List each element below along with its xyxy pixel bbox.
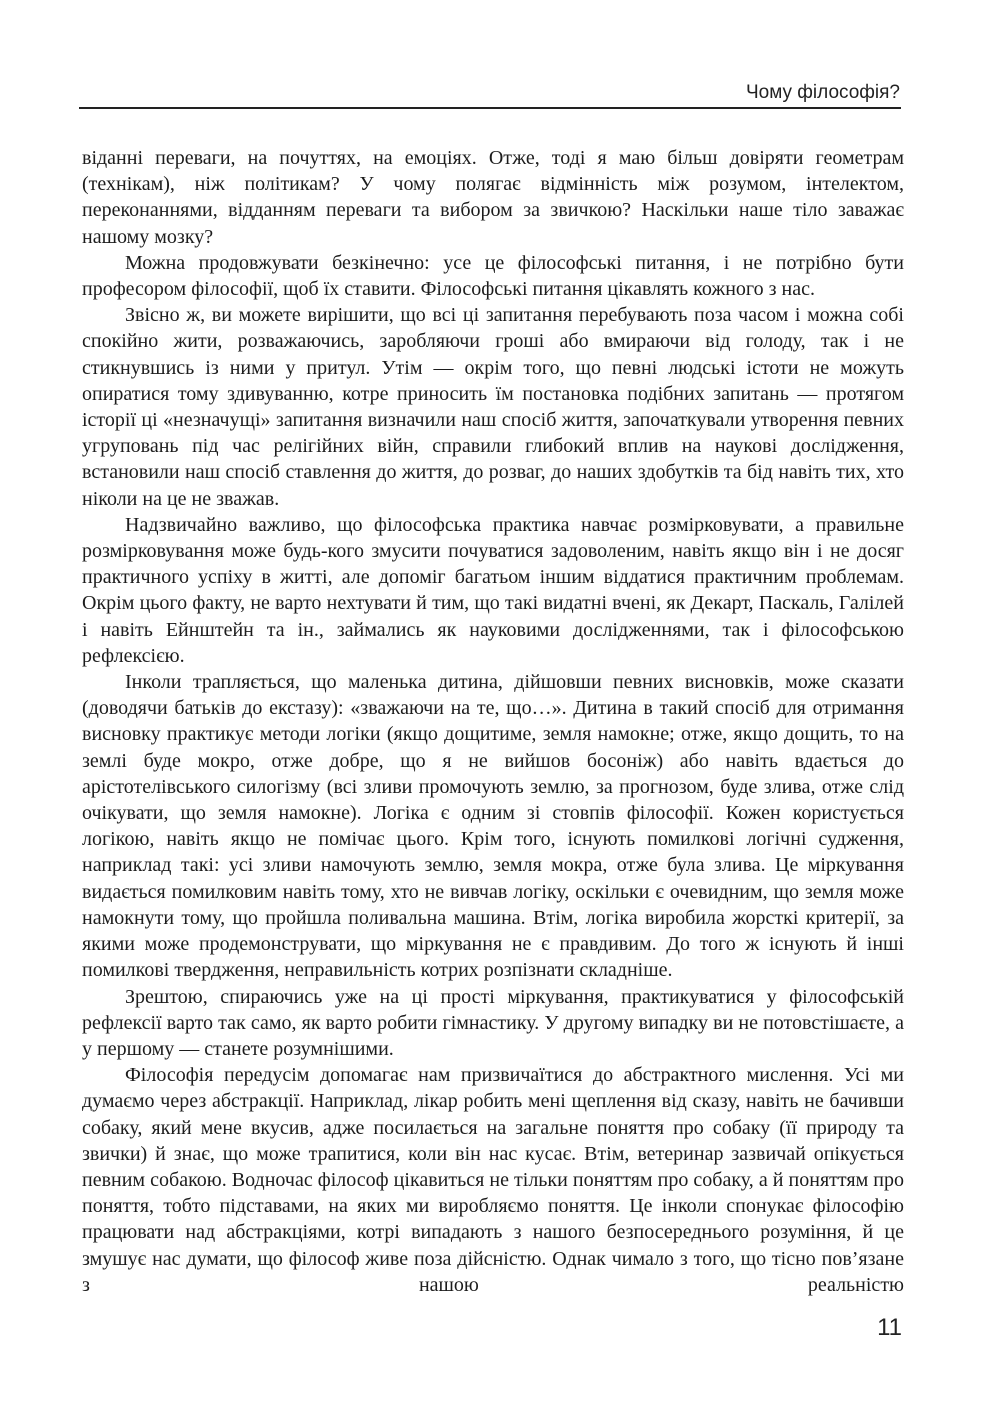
paragraph: Зрештою, спираючись уже на ці прості міркування, практикуватися у філософській рефлексії варто так само, як варто робити гімнастику. У другому випадку ви не потовстішаєте, а у першому — станете розумнішими.: [82, 985, 904, 1060]
paragraph: Інколи трапляється, що маленька дитина, дійшовши певних висновків, може сказати (доводячи батьків до екстазу): «зважаючи на те, що…». Дитина в такий спосіб для отримання висновку практикує методи логіки (якщо дощитиме, земля намокне; отже, якщо дощить, то на землі буде мокро, отже добре, що я не вийшов босоніж) або навіть вдається до арістотелівського силогізму (всі зливи промочують землю, за прогнозом, буде злива, отже слід очікувати, що земля намокне). Логіка є одним зі стовпів філософії. Кожен користується логікою, навіть якщо не помічає цього. Крім того, існують помилкові логічні судження, наприклад такі: усі зливи намочують землю, земля мокра, отже була злива. Це міркування видається помилковим навіть тому, хто не вивчав логіку, оскільки є очевидним, що земля може намокнути тому, що пройшла поливальна машина. Втім, логіка виробила жорсткі критерії, за якими може продемонструвати, що міркування не є правдивим. До того ж існують й інші помилкові твердження, неправильність котрих розпізнати складніше.: [82, 671, 904, 982]
paragraph: віданні переваги, на почуттях, на емоціях. Отже, тоді я маю більш довіряти геометрам (технікам), ніж політикам? У чому полягає відмінність між розумом, інтелектом, переконаннями, відданням переваги та вибором за звичкою? Наскільки наше тіло заважає нашому мозку?: [82, 147, 904, 248]
paragraph: Надзвичайно важливо, що філософська практика навчає розмірковувати, а правильне розмірковування може будь-кого змусити почуватися задоволеним, навіть якщо він і не досяг практичного успіху в житті, але допоміг багатьом іншим віддатися практичним проблемам. Окрім цього факту, не варто нехтувати й тим, що такі видатні вчені, як Декарт, Паскаль, Галілей і навіть Ейнштейн та ін., займались як науковими дослідженнями, так і філософською рефлексією.: [82, 513, 904, 667]
paragraph: Філософія передусім допомагає нам призвичаїтися до абстрактного мислення. Усі ми думаємо через абстракції. Наприклад, лікар робить мені щеплення від сказу, навіть не бачивши собаку, який мене вкусив, адже посилається на загальне поняття про собаку (її природу та звички) й знає, що може трапитися, коли він нас кусає. Втім, ветеринар зазвичай опікується певним собакою. Водночас філософ цікавиться не тільки поняттям про собаку, а й поняттям про поняття, тобто підставами, на яких ми виробляємо поняття. Це інколи спонукає філософію працювати над абстракціями, котрі випадають з нашого безпосереднього розуміння, й це змушує нас думати, що філософ живе поза дійсністю. Однак чимало з того, що тісно пов’язане з нашою реальністю: [82, 1064, 904, 1296]
header-rule: [79, 107, 901, 109]
page-number: 11: [877, 1314, 902, 1341]
paragraph: Звісно ж, ви можете вирішити, що всі ці запитання перебувають поза часом і можна собі спокійно жити, розважаючись, заробляючи гроші або вмираючи від голоду, так і не стикнувшись із ними у притул. Утім — окрім того, що певні людські істоти не можуть опиратися тому здивуванню, котре приносить їм постановка подібних запитань — протягом історії ці «незначущі» запитання визначили наш спосіб життя, започаткували утворення певних угруповань під час релігійних війн, справили глибокий вплив на наукові дослідження, встановили наш спосіб ставлення до життя, до розваг, до наших здобутків та бід навіть тих, хто ніколи на це не зважав.: [82, 304, 904, 510]
paragraph: Можна продовжувати безкінечно: усе це філософські питання, і не потрібно бути професором філософії, щоб їх ставити. Філософські питання цікавлять кожного з нас.: [82, 251, 904, 301]
body-text: [82, 145, 904, 1298]
running-head-title: Чому філософія?: [746, 82, 900, 103]
